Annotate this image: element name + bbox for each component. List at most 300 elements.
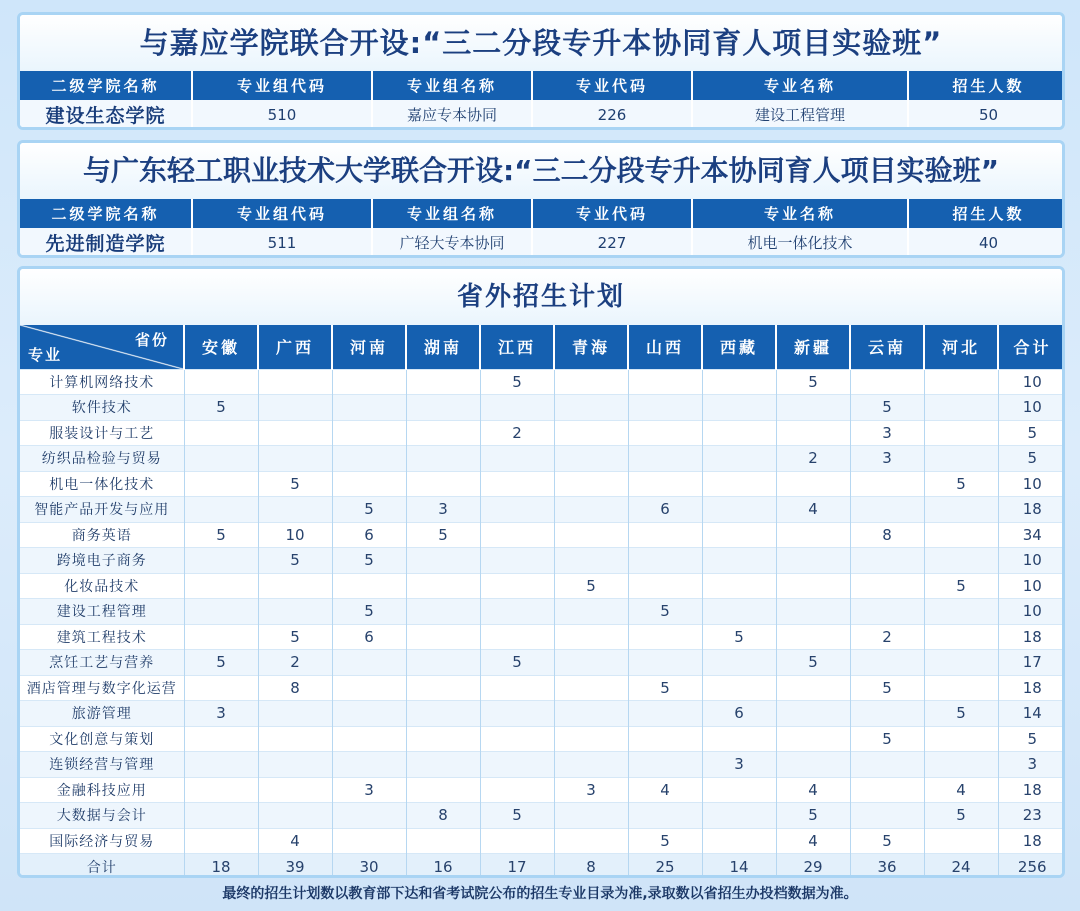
quota-cell: 10 [998,599,1065,625]
quota-cell: 14 [998,701,1065,727]
quota-cell [480,701,554,727]
quota-cell [332,828,406,854]
province-header-cell: 江西 [480,325,554,369]
major-name-cell: 文化创意与策划 [20,726,184,752]
quota-cell: 5 [628,599,702,625]
quota-cell [776,752,850,778]
quota-cell [850,471,924,497]
jiaying-header-row [20,71,1065,100]
quota-cell [850,369,924,395]
quota-cell [554,471,628,497]
province-header-cell: 新疆 [776,325,850,369]
quota-cell [924,726,998,752]
quota-cell [850,701,924,727]
table-row [20,573,1065,599]
quota-cell [924,522,998,548]
quota-cell [554,828,628,854]
quota-cell [628,395,702,421]
quota-cell [702,828,776,854]
quota-cell: 5 [480,803,554,829]
guangqing-data-cell: 广轻大专本协同 [372,228,532,257]
jiaying-data-row [20,100,1065,129]
quota-cell [554,548,628,574]
table-row [20,777,1065,803]
quota-cell: 5 [850,395,924,421]
quota-cell: 23 [998,803,1065,829]
quota-cell [628,446,702,472]
jiaying-program-table [20,71,1065,129]
quota-cell [702,497,776,523]
quota-cell: 5 [628,828,702,854]
quota-cell [554,675,628,701]
quota-cell [776,522,850,548]
quota-cell [258,752,332,778]
quota-cell [702,803,776,829]
total-value-cell: 29 [776,854,850,879]
quota-cell [776,573,850,599]
province-header-row [20,325,1065,369]
table-row [20,420,1065,446]
quota-cell [850,752,924,778]
quota-cell [702,573,776,599]
quota-cell [776,395,850,421]
quota-cell [776,548,850,574]
quota-cell [258,599,332,625]
quota-cell [480,497,554,523]
major-name-cell: 化妆品技术 [20,573,184,599]
total-value-cell: 256 [998,854,1065,879]
quota-cell [184,624,258,650]
quota-cell: 3 [850,446,924,472]
province-header-cell: 湖南 [406,325,480,369]
province-header-cell: 河南 [332,325,406,369]
quota-cell [628,752,702,778]
quota-cell [184,675,258,701]
corner-header-cell [20,325,184,369]
table-row [20,497,1065,523]
quota-cell: 5 [924,803,998,829]
quota-cell [628,471,702,497]
province-header-cell: 广西 [258,325,332,369]
total-row [20,854,1065,879]
jiaying-header-cell: 专业组名称 [372,71,532,100]
quota-cell: 5 [776,369,850,395]
quota-cell: 5 [480,369,554,395]
quota-cell: 8 [850,522,924,548]
quota-cell: 4 [776,497,850,523]
quota-cell [406,548,480,574]
quota-cell: 10 [998,369,1065,395]
major-name-cell: 酒店管理与数字化运营 [20,675,184,701]
quota-cell [776,471,850,497]
jiaying-data-cell: 建设生态学院 [20,100,192,129]
quota-cell [332,803,406,829]
quota-cell [702,369,776,395]
quota-cell [924,446,998,472]
table-row [20,828,1065,854]
quota-cell [406,701,480,727]
quota-cell [406,752,480,778]
quota-cell: 5 [258,548,332,574]
quota-cell: 8 [406,803,480,829]
quota-cell [628,573,702,599]
quota-cell: 3 [850,420,924,446]
quota-cell [850,599,924,625]
quota-cell [850,497,924,523]
jiaying-header-cell: 招生人数 [908,71,1065,100]
quota-cell [332,369,406,395]
quota-cell [554,701,628,727]
quota-cell [406,624,480,650]
quota-cell [258,369,332,395]
quota-cell: 5 [998,446,1065,472]
total-value-cell: 8 [554,854,628,879]
quota-cell: 3 [332,777,406,803]
quota-cell [702,650,776,676]
quota-cell [184,471,258,497]
quota-cell [184,752,258,778]
major-name-cell: 建设工程管理 [20,599,184,625]
table-row [20,701,1065,727]
quota-cell [258,701,332,727]
quota-cell: 5 [480,650,554,676]
guangqing-data-cell: 先进制造学院 [20,228,192,257]
major-name-cell: 国际经济与贸易 [20,828,184,854]
quota-cell [258,497,332,523]
quota-cell: 2 [480,420,554,446]
quota-cell: 5 [258,624,332,650]
out-of-province-plan-title: 省外招生计划 [20,269,1062,325]
total-value-cell: 24 [924,854,998,879]
quota-cell: 4 [258,828,332,854]
quota-cell: 17 [998,650,1065,676]
quota-cell: 5 [332,497,406,523]
table-row [20,675,1065,701]
total-value-cell: 18 [184,854,258,879]
jiaying-data-cell: 50 [908,100,1065,129]
quota-cell [702,471,776,497]
quota-cell [702,726,776,752]
guangqing-program-table [20,199,1065,257]
quota-cell: 10 [998,573,1065,599]
major-name-cell: 跨境电子商务 [20,548,184,574]
quota-cell: 2 [850,624,924,650]
province-header-cell: 云南 [850,325,924,369]
major-name-cell: 服装设计与工艺 [20,420,184,446]
table-row [20,752,1065,778]
quota-cell [628,726,702,752]
jiaying-data-cell: 嘉应专本协同 [372,100,532,129]
quota-cell [184,497,258,523]
quota-cell [406,395,480,421]
table-row [20,395,1065,421]
quota-cell: 18 [998,497,1065,523]
quota-cell [258,446,332,472]
quota-cell: 4 [776,828,850,854]
quota-cell [628,701,702,727]
quota-cell [184,828,258,854]
corner-major-label: 专业 [28,345,63,364]
quota-cell [702,420,776,446]
quota-cell [480,573,554,599]
total-value-cell: 14 [702,854,776,879]
major-name-cell: 软件技术 [20,395,184,421]
quota-cell [554,420,628,446]
quota-cell [554,522,628,548]
quota-cell [776,675,850,701]
quota-cell: 3 [406,497,480,523]
quota-cell [332,573,406,599]
province-header-cell: 河北 [924,325,998,369]
quota-cell: 5 [554,573,628,599]
quota-cell [258,726,332,752]
quota-cell: 2 [776,446,850,472]
total-value-cell: 25 [628,854,702,879]
province-header-cell: 西藏 [702,325,776,369]
out-of-province-plan-table [20,325,1065,878]
quota-cell [480,828,554,854]
quota-cell [332,395,406,421]
quota-cell [184,446,258,472]
quota-cell [480,548,554,574]
major-name-cell: 纺织品检验与贸易 [20,446,184,472]
quota-cell: 8 [258,675,332,701]
guangqing-data-cell: 227 [532,228,692,257]
guangqing-data-cell: 40 [908,228,1065,257]
guangqing-header-cell: 专业名称 [692,199,908,228]
quota-cell [554,395,628,421]
province-header-cell: 青海 [554,325,628,369]
quota-cell [184,803,258,829]
table-row [20,803,1065,829]
quota-cell: 34 [998,522,1065,548]
quota-cell [554,726,628,752]
quota-cell [850,573,924,599]
quota-cell [480,599,554,625]
total-value-cell: 36 [850,854,924,879]
quota-cell [554,599,628,625]
jiaying-data-cell: 226 [532,100,692,129]
quota-cell: 5 [184,650,258,676]
corner-province-label: 省份 [134,331,169,349]
out-of-province-plan-panel [17,266,1065,878]
quota-cell [184,726,258,752]
jiaying-program-title: 与嘉应学院联合开设:“三二分段专升本协同育人项目实验班” [20,15,1062,71]
quota-cell: 5 [628,675,702,701]
total-label-cell: 合计 [20,854,184,879]
quota-cell [924,548,998,574]
quota-cell [480,522,554,548]
quota-cell [332,752,406,778]
table-row [20,548,1065,574]
table-row [20,650,1065,676]
quota-cell [628,803,702,829]
quota-cell [258,803,332,829]
quota-cell [332,701,406,727]
province-header-cell: 山西 [628,325,702,369]
quota-cell [480,446,554,472]
quota-cell: 5 [850,828,924,854]
quota-cell: 5 [924,701,998,727]
quota-cell [776,420,850,446]
quota-cell: 5 [702,624,776,650]
quota-cell [406,726,480,752]
quota-cell [332,726,406,752]
guangqing-program-title: 与广东轻工职业技术大学联合开设:“三二分段专升本协同育人项目实验班” [20,143,1062,199]
table-row [20,624,1065,650]
quota-cell [924,497,998,523]
quota-cell [406,599,480,625]
quota-cell [332,420,406,446]
jiaying-header-cell: 专业代码 [532,71,692,100]
quota-cell [184,369,258,395]
quota-cell: 6 [702,701,776,727]
quota-cell [850,650,924,676]
quota-cell [924,752,998,778]
quota-cell [776,726,850,752]
quota-cell [184,420,258,446]
quota-cell [406,828,480,854]
quota-cell [406,369,480,395]
guangqing-data-row [20,228,1065,257]
quota-cell [480,777,554,803]
jiaying-data-cell: 建设工程管理 [692,100,908,129]
quota-cell: 3 [554,777,628,803]
quota-cell [184,548,258,574]
quota-cell: 5 [258,471,332,497]
quota-cell [554,369,628,395]
quota-cell: 18 [998,624,1065,650]
table-row [20,522,1065,548]
table-row [20,369,1065,395]
quota-cell [554,497,628,523]
quota-cell [628,369,702,395]
quota-cell [924,369,998,395]
quota-cell [258,573,332,599]
quota-cell [924,828,998,854]
quota-cell [406,675,480,701]
quota-cell [184,573,258,599]
quota-cell: 3 [998,752,1065,778]
quota-cell [554,624,628,650]
quota-cell: 4 [776,777,850,803]
quota-cell [258,420,332,446]
quota-cell: 18 [998,828,1065,854]
quota-cell [332,650,406,676]
jiaying-header-cell: 专业组代码 [192,71,372,100]
quota-cell [480,726,554,752]
quota-cell [850,777,924,803]
quota-cell: 18 [998,777,1065,803]
major-name-cell: 大数据与会计 [20,803,184,829]
major-name-cell: 智能产品开发与应用 [20,497,184,523]
table-row [20,446,1065,472]
quota-cell [924,599,998,625]
quota-cell: 5 [406,522,480,548]
jiaying-header-cell: 专业名称 [692,71,908,100]
quota-cell: 5 [850,675,924,701]
guangqing-header-cell: 二级学院名称 [20,199,192,228]
quota-cell [702,599,776,625]
quota-cell [776,599,850,625]
quota-cell: 6 [332,522,406,548]
guangqing-header-cell: 专业代码 [532,199,692,228]
quota-cell [406,471,480,497]
quota-cell [776,701,850,727]
quota-cell [406,650,480,676]
quota-cell: 6 [332,624,406,650]
quota-cell [332,471,406,497]
quota-cell: 5 [850,726,924,752]
quota-cell [184,777,258,803]
guangqing-header-cell: 专业组名称 [372,199,532,228]
quota-cell: 5 [924,471,998,497]
major-name-cell: 金融科技应用 [20,777,184,803]
quota-cell [554,803,628,829]
guangqing-data-cell: 511 [192,228,372,257]
quota-cell [406,573,480,599]
quota-cell [702,522,776,548]
quota-cell: 5 [184,395,258,421]
quota-cell [924,420,998,446]
guangqing-header-cell: 专业组代码 [192,199,372,228]
quota-cell [406,777,480,803]
quota-cell [850,803,924,829]
quota-cell [702,446,776,472]
quota-cell [776,624,850,650]
quota-cell [554,752,628,778]
quota-cell: 5 [184,522,258,548]
quota-cell [258,777,332,803]
total-value-cell: 17 [480,854,554,879]
quota-cell: 10 [998,548,1065,574]
major-name-cell: 烹饪工艺与营养 [20,650,184,676]
quota-cell [554,446,628,472]
major-name-cell: 计算机网络技术 [20,369,184,395]
quota-cell: 4 [924,777,998,803]
quota-cell: 5 [998,726,1065,752]
quota-cell [184,599,258,625]
quota-cell [332,675,406,701]
major-name-cell: 商务英语 [20,522,184,548]
quota-cell [702,675,776,701]
jiaying-data-cell: 510 [192,100,372,129]
quota-cell [924,650,998,676]
quota-cell [480,624,554,650]
quota-cell [480,675,554,701]
quota-cell: 2 [258,650,332,676]
jiaying-header-cell: 二级学院名称 [20,71,192,100]
province-header-cell: 合计 [998,325,1065,369]
quota-cell [924,395,998,421]
quota-cell: 10 [998,395,1065,421]
guangqing-data-cell: 机电一体化技术 [692,228,908,257]
quota-cell [628,624,702,650]
guangqing-program-panel [17,140,1065,258]
quota-cell: 5 [776,650,850,676]
quota-cell: 5 [332,599,406,625]
quota-cell [480,752,554,778]
quota-cell: 3 [702,752,776,778]
quota-cell [406,446,480,472]
quota-cell [702,777,776,803]
major-name-cell: 建筑工程技术 [20,624,184,650]
plan-table-body [20,369,1065,878]
table-row [20,471,1065,497]
total-value-cell: 30 [332,854,406,879]
quota-cell [332,446,406,472]
quota-cell [702,395,776,421]
